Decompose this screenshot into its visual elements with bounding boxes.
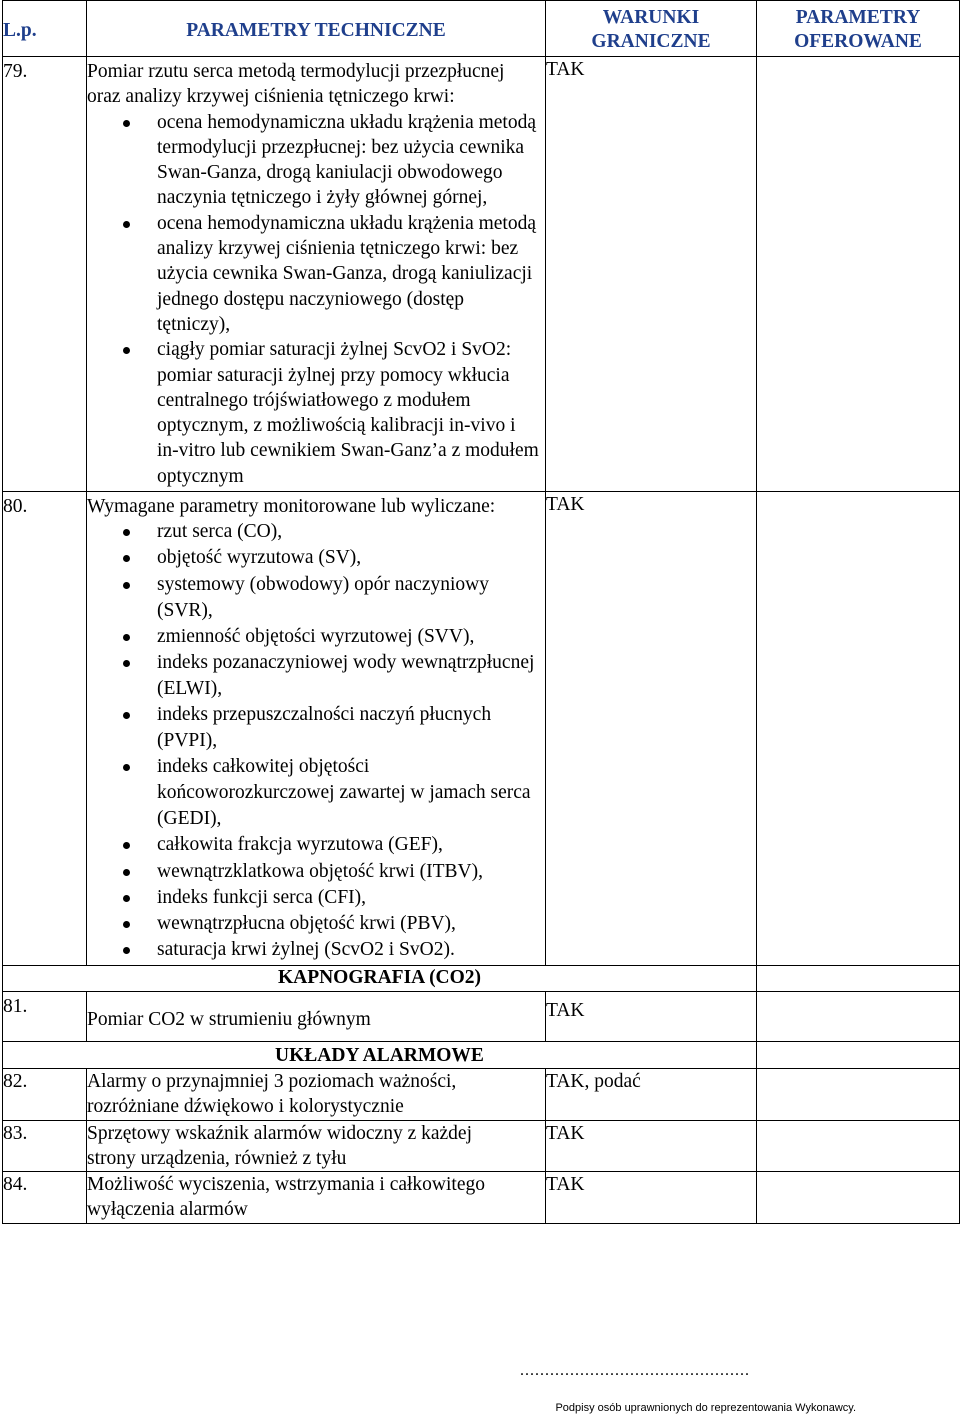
row-79-description [87,57,546,492]
section-alarm-title: UKŁADY ALARMOWE [3,1041,757,1068]
list-item: indeks całkowitej objętości końcoworozkurczowej zawartej w jamach serca (GEDI), [157,754,539,832]
row-79-intro: Pomiar rzutu serca metodą termodylucji przezpłucnej oraz analizy krzywej ciśnienia tętniczego krwi: [87,61,505,108]
row-80-offered[interactable] [757,492,960,966]
header-offered-line2: OFEROWANE [794,31,922,52]
header-limits-line1: WARUNKI [602,7,700,28]
row-84 [3,1172,960,1224]
list-item: indeks funkcji serca (CFI), [157,885,539,911]
list-item: ciągły pomiar saturacji żylnej ScvO2 i SvO2: pomiar saturacji żylnej przy pomocy wkłucia centralnego trójświatłowego z modułem optycznym, z możliwością kalibracji in-vivo i in-vitro lub cewnikiem Swan-Ganz’a z modułem optycznym [157,337,539,489]
header-params: PARAMETRY TECHNICZNE [186,20,446,41]
row-80-limit: TAK [546,492,757,966]
list-item: ocena hemodynamiczna układu krążenia metodą analizy krzywej ciśnienia tętniczego krwi: bez użycia cewnika Swan-Ganza, drogą kaniulizacji jednego dostępu naczyniowego (dostęp tętniczy), [157,211,539,337]
row-84-description: Możliwość wyciszenia, wstrzymania i całkowitego wyłączenia alarmów [87,1172,546,1224]
header-lp: L.p. [3,20,37,41]
header-params-cell [87,1,546,57]
row-80-number: 80. [3,492,87,966]
row-81-limit: TAK [546,991,757,1041]
header-limits-line2: GRANICZNE [591,31,711,52]
row-84-number: 84. [3,1172,87,1224]
section-alarm-offered [757,1041,960,1068]
row-83-number: 83. [3,1120,87,1172]
list-item: objętość wyrzutowa (SV), [157,545,539,571]
section-kapnografia-title: KAPNOGRAFIA (CO2) [3,965,757,991]
header-offered-cell [757,1,960,57]
section-alarm-row [3,1041,960,1068]
row-82 [3,1068,960,1120]
list-item: indeks pozanaczyniowej wody wewnątrzpłucnej (ELWI), [157,650,539,702]
row-80-description [87,492,546,966]
row-83 [3,1120,960,1172]
list-item: wewnątrzpłucna objętość krwi (PBV), [157,911,539,937]
header-row [3,1,960,57]
row-83-limit: TAK [546,1120,757,1172]
signature-caption: Podpisy osób uprawnionych do reprezentowania Wykonawcy. [555,1402,856,1414]
row-81-offered[interactable] [757,991,960,1041]
row-80 [3,492,960,966]
technical-parameters-table [2,0,960,1224]
row-82-description: Alarmy o przynajmniej 3 poziomach ważności, rozróżniane dźwiękowo i kolorystycznie [87,1068,546,1120]
section-kapnografia-row [3,965,960,991]
row-81 [3,991,960,1041]
row-79-offered[interactable] [757,57,960,492]
list-item: ocena hemodynamiczna układu krążenia metodą termodylucji przezpłucnej: bez użycia cewnika Swan-Ganza, drogą kaniulacji obwodowego naczynia tętniczego i żyły głównej górnej, [157,110,539,211]
row-82-number: 82. [3,1068,87,1120]
list-item: wewnątrzklatkowa objętość krwi (ITBV), [157,859,539,885]
row-81-description: Pomiar CO2 w strumieniu głównym [87,991,546,1041]
list-item: zmienność objętości wyrzutowej (SVV), [157,624,539,650]
list-item: saturacja krwi żylnej (ScvO2 i SvO2). [157,937,539,963]
row-79-number: 79. [3,57,87,492]
row-80-bullet-list [87,519,545,963]
list-item: całkowita frakcja wyrzutowa (GEF), [157,832,539,858]
row-82-offered[interactable] [757,1068,960,1120]
row-81-number: 81. [3,991,87,1041]
list-item: indeks przepuszczalności naczyń płucnych (PVPI), [157,702,539,754]
list-item: rzut serca (CO), [157,519,539,545]
header-offered-line1: PARAMETRY [795,7,921,28]
row-83-description: Sprzętowy wskaźnik alarmów widoczny z każdej strony urządzenia, również z tyłu [87,1120,546,1172]
section-kapnografia-offered [757,965,960,991]
header-lp-cell [3,1,87,57]
header-limits-cell [546,1,757,57]
row-82-limit: TAK, podać [546,1068,757,1120]
row-80-intro: Wymagane parametry monitorowane lub wyliczane: [87,496,496,518]
row-83-offered[interactable] [757,1120,960,1172]
row-84-limit: TAK [546,1172,757,1224]
row-79 [3,57,960,492]
signature-line: .............................................. [520,1362,750,1379]
row-79-limit: TAK [546,57,757,492]
list-item: systemowy (obwodowy) opór naczyniowy (SVR), [157,572,539,624]
row-84-offered[interactable] [757,1172,960,1224]
row-79-bullet-list [87,110,545,489]
